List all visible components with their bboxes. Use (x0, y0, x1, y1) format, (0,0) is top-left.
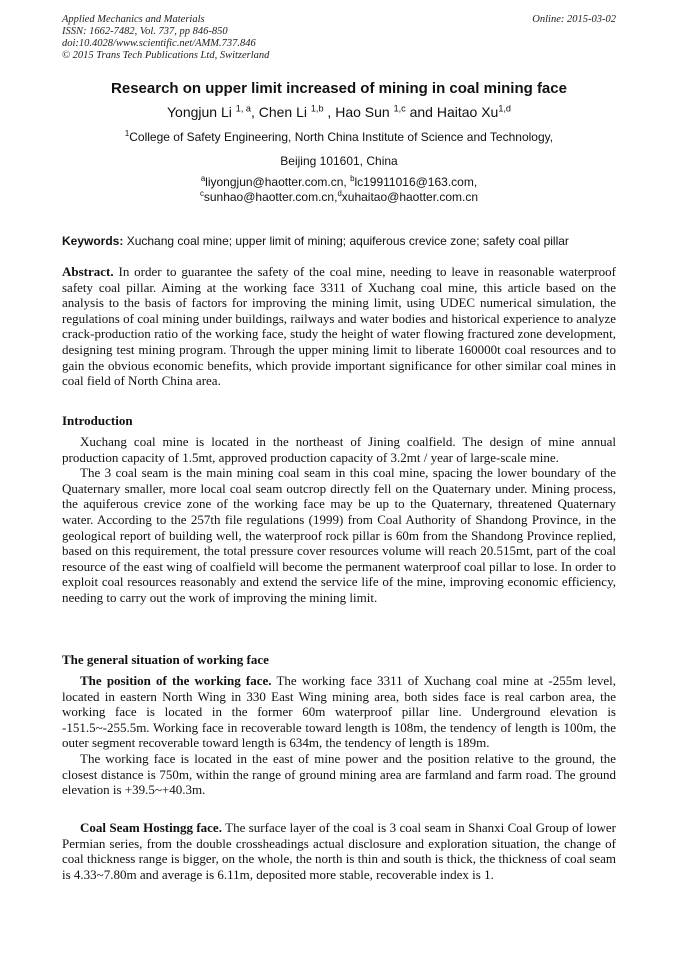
author-affiliation-mark: 1, a (235, 103, 251, 114)
author-affiliation-mark: 1,d (498, 103, 511, 114)
email-address: sunhao@haotter.com.cn, (203, 190, 338, 204)
affiliation-line-2: Beijing 101601, China (280, 154, 398, 168)
paper-title: Research on upper limit increased of mining in coal mining face (111, 80, 567, 97)
paragraph-text: The surface layer of the coal is 3 coal seam in Shanxi Coal Group of lower Permian series, from the double crossheadings actual disclosure and exploration situation, the change of coal thickness range is bigger, on the whole, the north is thin and south is thick, the thickness of coal seam is 4.33~7.80m and average is 6.11m, deposited more stable, recoverable index is 1. (62, 820, 616, 882)
paragraph: The 3 coal seam is the main mining coal seam in this coal mine, spacing the lower boundary of the Quaternary smaller, more local coal seam outcrop directly fell on the Quaternary under. Mining process, the aquiferous crevice zone of the working face may be up to the Quaternary, threatened Quaternary water. According to the 257th file regulations (1999) from Coal Authority of Shandong Province, in the geological report of building well, the waterproof rock pillar is 60m from the Shandong Province replied, based on this requirement, the total pressure cover resources volume will reach 20.515mt, part of the coal resource of the east wing of coalfield will become the permanent waterproof coal pillar to lose. In order to exploit coal resources reasonably and extend the service life of the mine, improving economic efficiency, needing to carry out the work of improving the mining limit. (62, 465, 616, 605)
author-affiliation-mark: 1,b (310, 103, 324, 114)
email-mark: d (337, 189, 342, 198)
affiliation-mark: 1 (124, 129, 130, 138)
paragraph: Xuchang coal mine is located in the northeast of Jining coalfield. The design of mine annual production capacity of 1.5mt, approved production capacity of 3.2mt / year of large-scale mine. (62, 434, 616, 465)
paragraph (62, 673, 616, 751)
general-situation-body (62, 673, 616, 798)
paragraph: The working face is located in the east of mine power and the position relative to the ground, the closest distance is 750m, within the range of ground mining area are farmland and farm road. The ground elevation is +39.5~+40.3m. (62, 750, 616, 798)
keywords-label: Keywords: (62, 234, 124, 248)
email-mark: b (350, 174, 355, 183)
email-address: xuhaitao@haotter.com.cn (341, 190, 479, 204)
author-affiliation-mark: 1,c (393, 103, 406, 114)
author-separator: and (405, 104, 437, 120)
author-separator: , (327, 104, 336, 120)
introduction-body (62, 434, 616, 606)
author-name: Chen Li (258, 104, 307, 120)
keywords (62, 233, 616, 249)
section-heading-general-situation: The general situation of working face (62, 652, 269, 667)
author-name: Yongjun Li (166, 104, 232, 120)
journal-doi: doi:10.4028/www.scientific.net/AMM.737.846 (62, 38, 256, 49)
author-list (62, 103, 616, 121)
affiliation-text: College of Safety Engineering, North China Institute of Science and Technology, (129, 130, 554, 144)
coal-seam-body (62, 820, 616, 882)
email-line-2 (62, 189, 616, 205)
journal-header (62, 14, 616, 62)
abstract-text: In order to guarantee the safety of the coal mine, needing to leave in reasonable waterproof safety coal pillar. Aiming at the working face 3311 of Xuchang coal mine, this article based on the analysis to the basis of factors for improving the mining limit, using UDEC numerical simulation, the regulations of coal mining under buildings, railways and water bodies and historical experience to analyze crack-production ratio of the working face, study the height of water flowing fractured zone development, designing test mining program. Through the upper mining limit to liberate 160000t coal resources and to gain the obvious economic benefits, which provide important significance for other similar coal mines in coal field of North China area. (62, 264, 616, 389)
author-separator: , (250, 104, 259, 120)
author-name: Haitao Xu (436, 104, 499, 120)
paragraph (62, 820, 616, 882)
author-name: Hao Sun (335, 104, 390, 120)
paragraph-run-in-heading: Coal Seam Hostingg face. (80, 820, 222, 835)
abstract (62, 264, 616, 389)
section-heading-introduction: Introduction (62, 413, 133, 428)
paragraph-text: The working face 3311 of Xuchang coal mine at -255m level, located in eastern North Wing in 330 East Wing mining area, both sides face is real carbon area, the working face is located in the former 60m waterproof pillar line. Underground elevation is -151.5~-255.5m. Working face in recoverable toward length is 108m, the tendency of length is 100m, the outer segment recoverable toward length is 634m, the tendency of length is 189m. (62, 673, 616, 751)
email-mark: c (199, 189, 204, 198)
paragraph-run-in-heading: The position of the working face. (80, 673, 272, 688)
keywords-text: Xuchang coal mine; upper limit of mining; aquiferous crevice zone; safety coal pillar (123, 234, 569, 248)
abstract-label: Abstract. (62, 264, 114, 279)
online-date: Online: 2015-03-02 (532, 14, 616, 25)
journal-name: Applied Mechanics and Materials (62, 14, 205, 25)
email-address: lc19911016@163.com, (354, 175, 478, 189)
journal-copyright: © 2015 Trans Tech Publications Ltd, Switzerland (62, 50, 270, 61)
email-address: liyongjun@haotter.com.cn, (205, 175, 351, 189)
email-mark: a (200, 174, 206, 183)
journal-issn: ISSN: 1662-7482, Vol. 737, pp 846-850 (62, 26, 228, 37)
email-line-1 (62, 174, 616, 190)
affiliation-line-1 (62, 129, 616, 145)
